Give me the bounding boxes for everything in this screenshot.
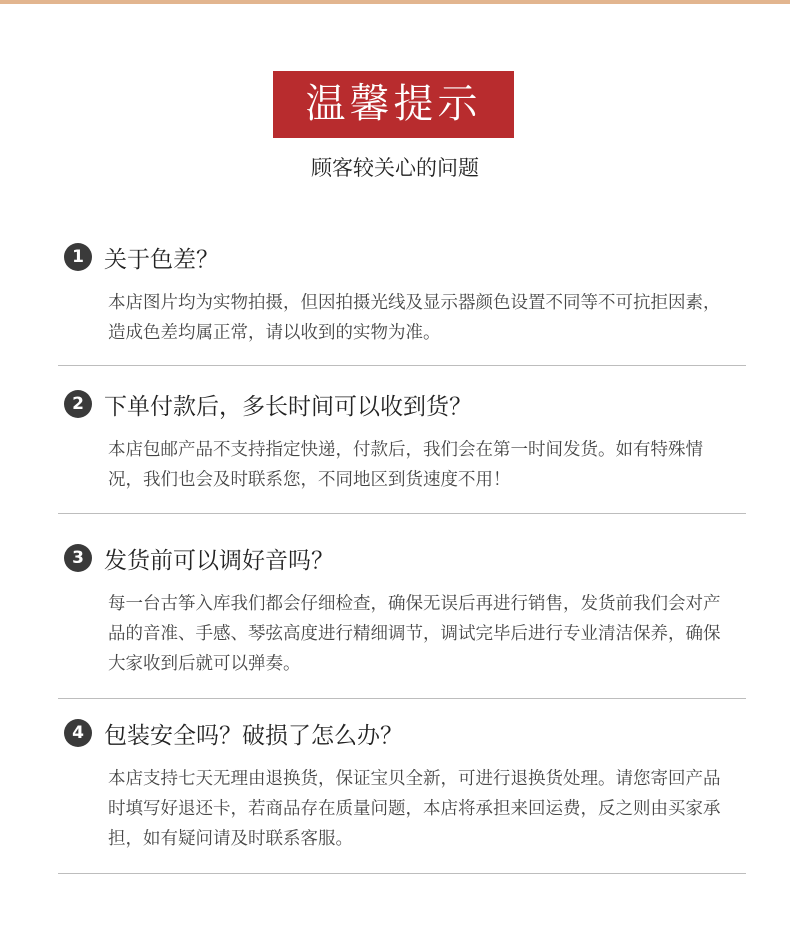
divider <box>58 365 746 366</box>
number-badge: 4 <box>64 719 92 747</box>
faq-question-row <box>58 541 746 575</box>
faq-question: 发货前可以调好音吗？ <box>104 547 334 574</box>
divider <box>58 873 746 874</box>
faq-question: 包装安全吗？破损了怎么办？ <box>104 722 403 749</box>
faq-item-2 <box>58 387 746 495</box>
faq-question-row <box>58 716 746 750</box>
faq-answer: 本店包邮产品不支持指定快递，付款后，我们会在第一时间发货。如有特殊情况，我们也会及时联系您，不同地区到货速度不用！ <box>108 440 703 490</box>
page-title: 温馨提示 <box>273 71 514 138</box>
number-badge: 1 <box>64 243 92 271</box>
faq-answer: 每一台古筝入库我们都会仔细检查，确保无误后再进行销售，发货前我们会对产品的音准、手感、琴弦高度进行精细调节，调试完毕后进行专业清洁保养，确保大家收到后就可以弹奏。 <box>108 594 721 674</box>
faq-question: 下单付款后，多长时间可以收到货？ <box>104 393 472 420</box>
number-badge: 3 <box>64 544 92 572</box>
divider <box>58 513 746 514</box>
faq-answer: 本店支持七天无理由退换货，保证宝贝全新，可进行退换货处理。请您寄回产品时填写好退还卡，若商品存在质量问题，本店将承担来回运费，反之则由买家承担，如有疑问请及时联系客服。 <box>108 769 721 849</box>
faq-item-4 <box>58 716 746 854</box>
number-badge: 2 <box>64 390 92 418</box>
page-subtitle: 顾客较关心的问题 <box>311 156 479 180</box>
faq-question-row <box>58 387 746 421</box>
faq-question: 关于色差？ <box>104 246 219 273</box>
faq-question-row <box>58 240 746 274</box>
faq-item-3 <box>58 541 746 679</box>
top-accent-bar <box>0 0 790 4</box>
faq-answer: 本店图片均为实物拍摄，但因拍摄光线及显示器颜色设置不同等不可抗拒因素，造成色差均属正常，请以收到的实物为准。 <box>108 293 721 343</box>
faq-item-1 <box>58 240 746 348</box>
divider <box>58 698 746 699</box>
